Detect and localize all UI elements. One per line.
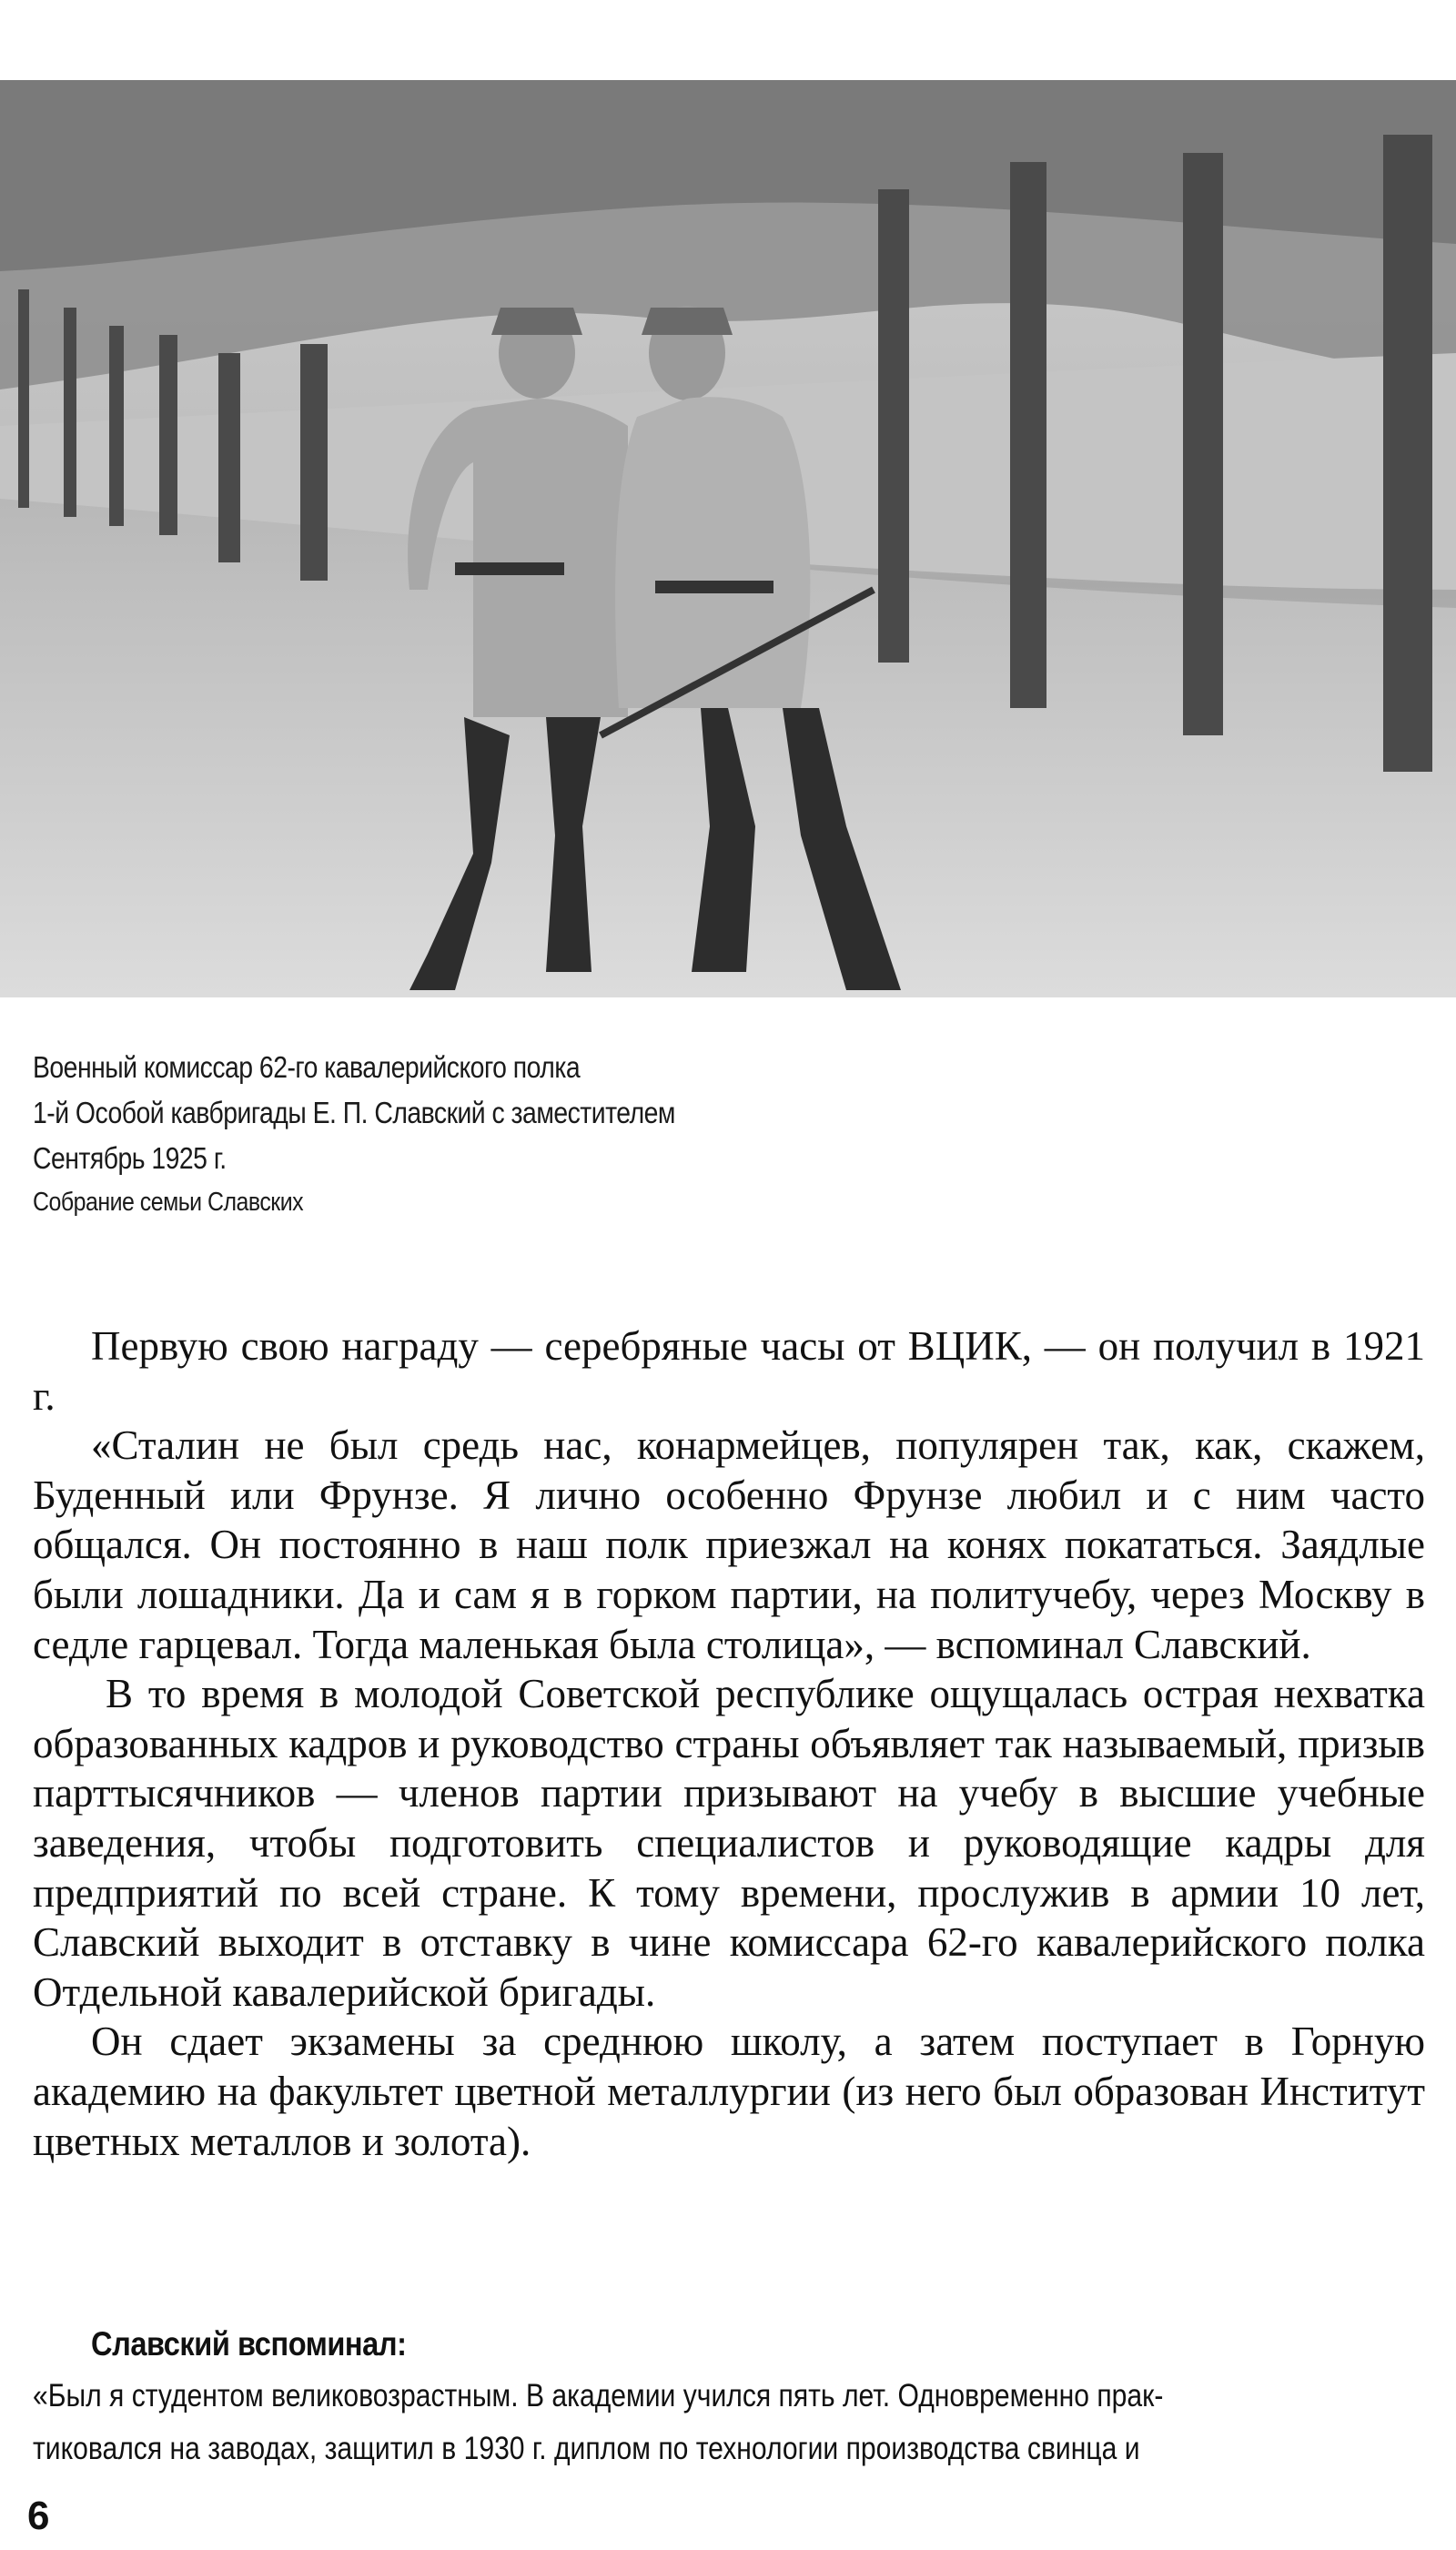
caption-date: Сентябрь 1925 г. [33, 1141, 227, 1175]
quote-text [33, 2370, 1425, 2475]
paragraph: «Сталин не был средь нас, конармейцев, популярен так, как, скажем, Буденный или Фрунзе. Я лично особенно Фрунзе любил и с ним часто общался. Он постоянно в наш полк приезжал на конях покататься. Заядлые были лошадники. Да и сам я в горком партии, на политучебу, через Москву в седле гарцевал. Тогда маленькая была столица», — вспоминал Славский. [33, 1422, 1425, 1667]
paragraph: Он сдает экзамены за среднюю школу, а затем поступает в Горную академию на факультет цветной металлургии (из него был образован Институт цветных металлов и золота). [33, 2019, 1425, 2164]
historical-photo [0, 80, 1456, 997]
article-body [33, 1321, 1425, 2166]
caption-line: 1-й Особой кавбригады Е. П. Славский с заместителем [33, 1096, 675, 1129]
quote-line: тиковался на заводах, защитил в 1930 г. диплом по технологии производства свинца и [33, 2431, 1140, 2466]
quote-heading: Славский вспоминал: [91, 2325, 407, 2363]
photo-caption [33, 1045, 1034, 1223]
paragraph: Первую свою награду — серебряные часы от ВЦИК, — он получил в 1921 г. [33, 1323, 1425, 1419]
caption-source: Собрание семьи Славских [33, 1188, 304, 1217]
photo-two-officers-icon [0, 80, 1456, 997]
caption-line: Военный комиссар 62-го кавалерийского полка [33, 1050, 581, 1084]
page-number: 6 [27, 2494, 50, 2538]
quote-line: «Был я студентом великовозрастным. В академии учился пять лет. Одновременно прак- [33, 2378, 1164, 2413]
paragraph: В то время в молодой Советской республике ощущалась острая нехватка образованных кадров и руководство страны объявляет так называемый, призыв парттысячников — членов партии призывают на учебу в высшие учебные заведения, чтобы подготовить специалистов и руководящие кадры для предприятий по всей стране. К тому времени, прослужив в армии 10 лет, Славский выходит в отставку в чине комиссара 62-го кавалерийского полка Отдельной кавалерийской бригады. [33, 1671, 1425, 2015]
